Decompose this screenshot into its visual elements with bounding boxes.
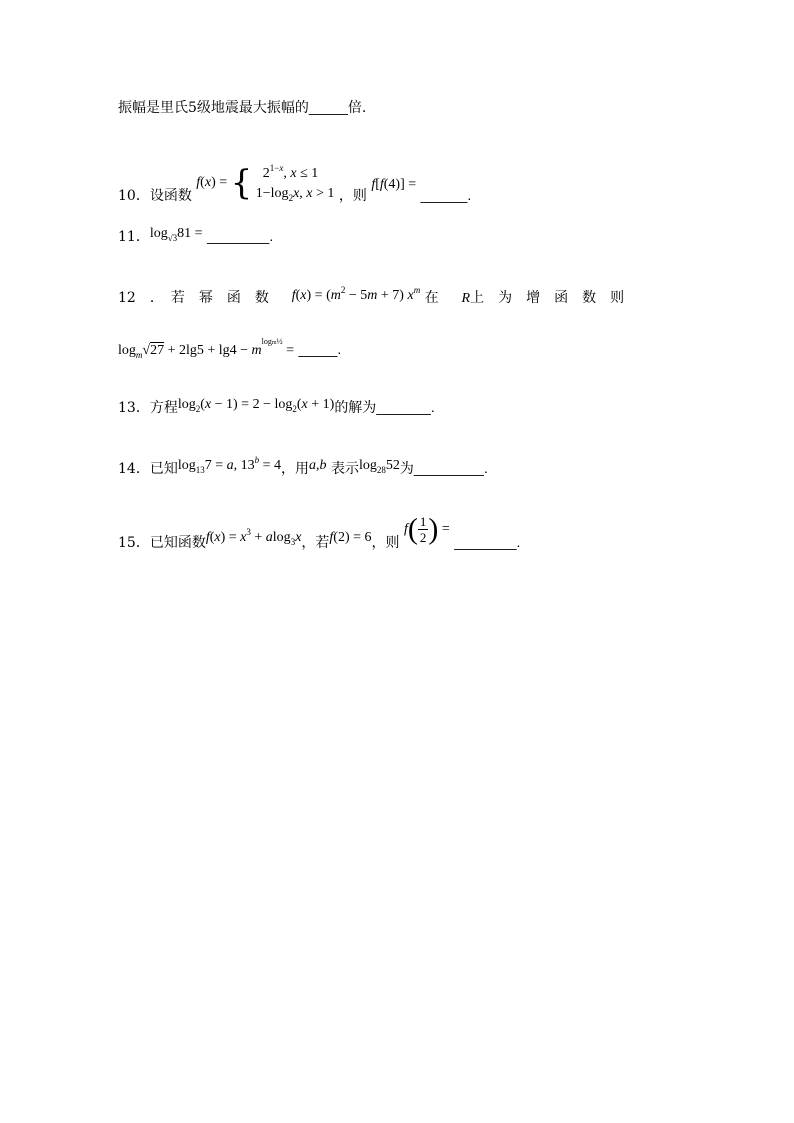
q15-blank: ________.: [454, 534, 521, 550]
q10-composite: f[f(4)] =: [371, 177, 417, 193]
q13-line: [118, 397, 435, 423]
q14-blank: _________.: [413, 460, 488, 476]
q15-function: $f(x) = x^3 + alog_3x$: [205, 527, 302, 547]
q13-blank: _______.: [376, 399, 435, 415]
q14-given: $\log_{13}7 = a$, $13^b = 4$: [177, 455, 282, 475]
q12-rest: 上 为 增 函 数 则: [470, 290, 625, 306]
q14-express: 表示: [330, 461, 359, 477]
q10-label: 10．设函数: [118, 188, 192, 205]
q14-b: b: [319, 458, 327, 473]
q15-ruo: ，若: [301, 535, 330, 551]
q14-wei: 为: [399, 461, 414, 477]
q9-blank: _____: [308, 99, 348, 115]
q10-line: [118, 163, 472, 222]
q13-equation: $\log_2(x - 1) = 2 - \log_2(x + 1)$: [177, 397, 335, 414]
q11-line: [118, 226, 273, 252]
q12-line-2: [118, 332, 341, 365]
q10-function-def: f(x) = { $2^{1-x}$, x ≤ 1 $1-\log_2x$, x > 1: [196, 163, 335, 203]
q15-ze: ，则: [371, 535, 400, 551]
q9-tail-text: 振幅是里氏5级地震最大振幅的: [118, 100, 309, 116]
q14-comma: ,: [316, 458, 320, 473]
q11-blank: ________.: [207, 228, 274, 244]
q15-condition: f(2) = 6: [329, 530, 372, 545]
q12-zai: 在: [424, 290, 439, 306]
q12-R: R: [461, 291, 471, 306]
q14-line: [118, 454, 488, 484]
q10-blank: ______.: [420, 187, 472, 204]
q12-label: 12 ． 若 幂 函 数: [118, 290, 269, 306]
q11-expression: $\log_{√3}81$ =: [149, 226, 203, 243]
q14-mid: ，用: [281, 461, 310, 477]
q14-target: $\log_{28}52$: [358, 458, 400, 475]
q13-label: 13．方程: [118, 400, 178, 416]
q12-expression: $\log_m√27 + 2\lg 5 + \lg 4 - m^{logm\frac{1}{2}}$ =: [118, 337, 294, 360]
q14-ab: a: [309, 458, 317, 473]
q14-label: 14．已知: [118, 461, 178, 477]
q9-end: 倍.: [347, 100, 367, 116]
q13-after: 的解为: [334, 400, 377, 416]
q15-line: [118, 512, 521, 559]
q12-power-function: $f(x) = (m^2 - 5m + 7)$ $x^m$: [291, 285, 421, 303]
q12-line-1: [118, 283, 624, 309]
q12-blank: _____.: [298, 341, 342, 357]
q15-query: f( $\frac{1}{2}$ ) =: [403, 512, 450, 546]
q11-label: 11．: [118, 229, 150, 245]
q10-then: ，则: [338, 188, 367, 205]
q9-tail-line: [118, 97, 366, 118]
q15-label: 15．已知函数: [118, 535, 206, 551]
